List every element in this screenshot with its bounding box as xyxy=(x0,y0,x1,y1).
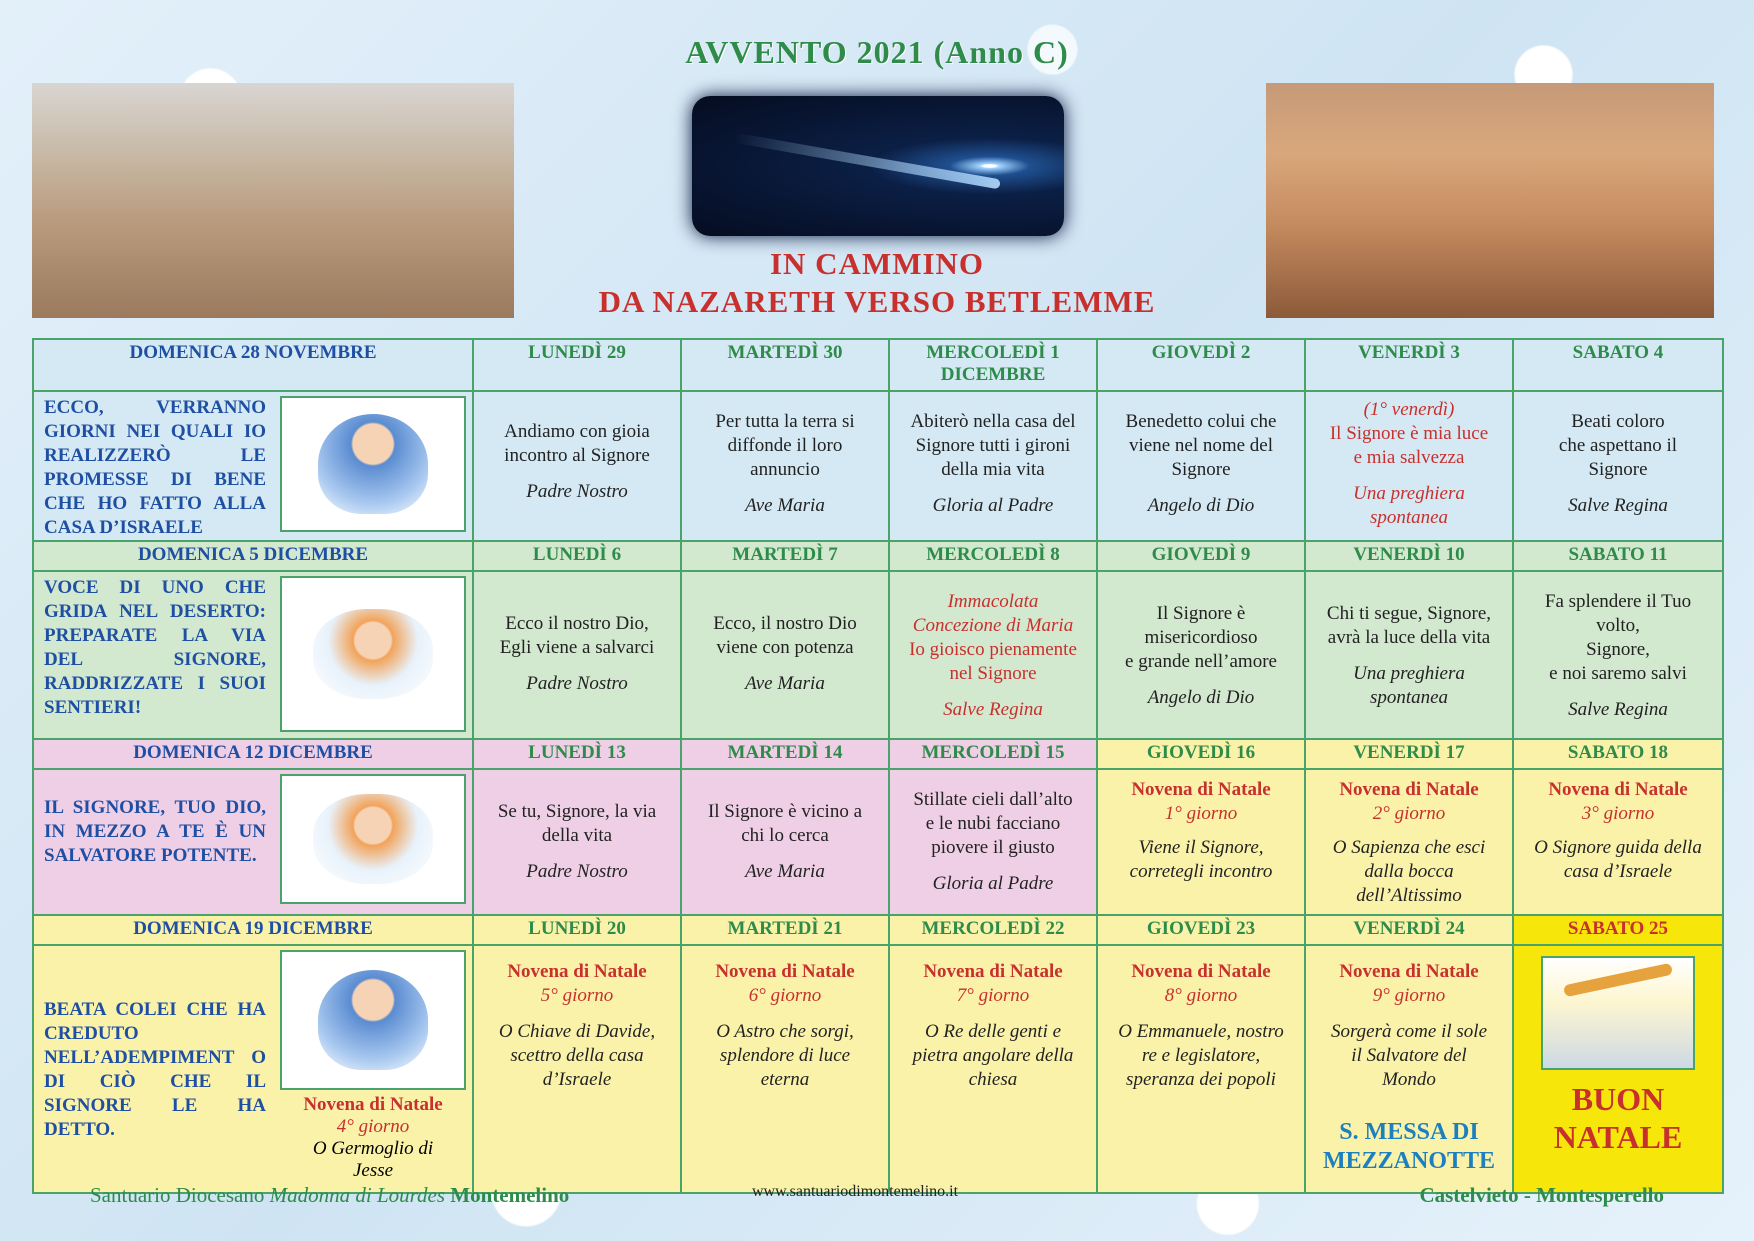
antiphon-line: re e legislatore, xyxy=(1141,1045,1261,1066)
day-cell xyxy=(889,769,1097,915)
day-cell xyxy=(1513,391,1723,541)
novena-day: 1° giorno xyxy=(1164,803,1238,824)
day-header: LUNEDÌ 20 xyxy=(473,915,681,945)
novena-day: 5° giorno xyxy=(540,985,614,1006)
day-cell xyxy=(889,571,1097,739)
day-header: MARTEDÌ 14 xyxy=(681,739,889,769)
day-header: GIOVEDÌ 16 xyxy=(1097,739,1305,769)
verse-line: Andiamo con gioia xyxy=(504,421,650,442)
prayer: Salve Regina xyxy=(943,699,1043,720)
day-header: SABATO 4 xyxy=(1513,339,1723,391)
verse-line: Se tu, Signore, la via xyxy=(497,801,657,822)
verse-line: misericordioso xyxy=(1144,627,1258,648)
verse-line: Il Signore è xyxy=(1156,603,1246,624)
verse-line: piovere il giusto xyxy=(931,837,1055,858)
antiphon-line: O Sapienza che esci xyxy=(1332,837,1486,858)
day-header: LUNEDÌ 29 xyxy=(473,339,681,391)
verse-line: diffonde il loro xyxy=(727,435,843,456)
verse-line: che aspettano il xyxy=(1558,435,1678,456)
sunday-cell xyxy=(33,571,473,739)
verse-line: incontro al Signore xyxy=(504,445,650,466)
prayer: Gloria al Padre xyxy=(932,873,1054,894)
sunday-cell xyxy=(33,769,473,915)
day-cell xyxy=(1513,769,1723,915)
verse-line: volto, xyxy=(1596,615,1640,636)
angels-with-candles-image xyxy=(280,950,466,1090)
sunday-quote: IL SIGNORE, TUO DIO, IN MEZZO A TE È UN SALVATORE POTENTE. xyxy=(44,797,266,866)
antiphon-line: eterna xyxy=(760,1069,810,1090)
verse-line: Stillate cieli dall’alto xyxy=(913,789,1073,810)
angel-illustration xyxy=(318,414,428,514)
day-header: MARTEDÌ 21 xyxy=(681,915,889,945)
angel-writing-image xyxy=(280,774,466,904)
novena-day: 6° giorno xyxy=(748,985,822,1006)
verse-line: Immacolata xyxy=(947,591,1039,612)
verse-line: Concezione di Maria xyxy=(912,615,1074,636)
day-header: MERCOLEDÌ 8 xyxy=(889,541,1097,571)
antiphon-line: dalla bocca xyxy=(1364,861,1454,882)
antiphon-line: splendore di luce xyxy=(719,1045,851,1066)
prayer: Angelo di Dio xyxy=(1147,687,1255,708)
antiphon-line: O Chiave di Davide, xyxy=(498,1021,656,1042)
day-cell xyxy=(1097,571,1305,739)
verse-line: Ecco, il nostro Dio xyxy=(713,613,857,634)
verse-line: della vita xyxy=(541,825,613,846)
day-cell xyxy=(681,571,889,739)
verse-line: Abiterò nella casa del xyxy=(910,411,1076,432)
verse-line: avrà la luce della vita xyxy=(1327,627,1491,648)
midnight-mass-line: S. MESSA DI xyxy=(1339,1119,1479,1145)
antiphon-line: d’Israele xyxy=(542,1069,612,1090)
verse-line: Egli viene a salvarci xyxy=(499,637,655,658)
verse-line: Signore xyxy=(1171,459,1231,480)
footer-website[interactable]: www.santuariodimontemelino.it xyxy=(752,1183,959,1200)
novena-title: Novena di Natale xyxy=(1548,779,1688,800)
day-header: LUNEDÌ 6 xyxy=(473,541,681,571)
sunday-cell xyxy=(33,945,473,1193)
antiphon-line: speranza dei popoli xyxy=(1126,1069,1276,1090)
christmas-header: SABATO 25 xyxy=(1513,915,1723,945)
antiphon-line: casa d’Israele xyxy=(1563,861,1673,882)
antiphon-line: Viene il Signore, xyxy=(1138,837,1264,858)
day-header: MARTEDÌ 30 xyxy=(681,339,889,391)
day-cell xyxy=(473,769,681,915)
day-header: GIOVEDÌ 9 xyxy=(1097,541,1305,571)
prayer: Padre Nostro xyxy=(526,481,628,502)
verse-line: della mia vita xyxy=(941,459,1045,480)
footer-italic: Madonna di Lourdes xyxy=(269,1183,446,1207)
antiphon-line: corretegli incontro xyxy=(1129,861,1273,882)
day-cell xyxy=(1097,769,1305,915)
antiphon-line: Mondo xyxy=(1382,1069,1436,1090)
angel-illustration xyxy=(313,609,433,699)
midnight-mass-line: MEZZANOTTE xyxy=(1322,1148,1496,1174)
sunday-quote: VOCE DI UNO CHE GRIDA NEL DESERTO: PREPARATE LA VIA DEL SIGNORE, RADDRIZZATE I SUOI SENTIERI! xyxy=(44,577,266,718)
sunday-cell xyxy=(33,391,473,541)
verse-line: viene con potenza xyxy=(716,637,854,658)
subtitle-line-1: IN CAMMINO xyxy=(769,246,985,281)
antiphon-line: O Emmanuele, nostro xyxy=(1118,1021,1284,1042)
prayer: spontanea xyxy=(1369,687,1449,708)
antiphon-line: O Signore guida della xyxy=(1534,837,1702,858)
sunday-header: DOMENICA 19 DICEMBRE xyxy=(33,915,473,945)
antiphon-line: il Salvatore del xyxy=(1351,1045,1467,1066)
verse-line: Per tutta la terra si xyxy=(715,411,855,432)
day-header: VENERDÌ 24 xyxy=(1305,915,1513,945)
antiphon-line: O Germoglio di xyxy=(312,1138,434,1159)
day-header: GIOVEDÌ 23 xyxy=(1097,915,1305,945)
antiphon-line: O Re delle genti e xyxy=(924,1021,1062,1042)
antiphon-line: Sorgerà come il sole xyxy=(1330,1021,1488,1042)
verse-line: Signore, xyxy=(1586,639,1650,660)
day-cell xyxy=(1097,391,1305,541)
novena-day: 2° giorno xyxy=(1372,803,1446,824)
day-header: SABATO 18 xyxy=(1513,739,1723,769)
day-header: VENERDÌ 17 xyxy=(1305,739,1513,769)
sunday-quote: ECCO, VERRANNO GIORNI NEI QUALI IO REALIZZERÒ LE PROMESSE DI BENE CHE HO FATTO ALLA CASA D’ISRAELE xyxy=(44,397,266,538)
novena-title: Novena di Natale xyxy=(1131,779,1271,800)
calendar-title: AVVENTO 2021 (Anno C) xyxy=(685,34,1069,70)
prayer: Padre Nostro xyxy=(526,673,628,694)
christmas-cell xyxy=(1513,945,1723,1193)
prayer: Salve Regina xyxy=(1568,495,1668,516)
verse-line: Benedetto colui che xyxy=(1125,411,1277,432)
antiphon-line: chiesa xyxy=(968,1069,1018,1090)
day-cell xyxy=(1305,945,1513,1193)
antiphon-line: dell’Altissimo xyxy=(1356,885,1462,906)
buon-natale-line: NATALE xyxy=(1553,1119,1683,1155)
antiphon-line: pietra angolare della xyxy=(912,1045,1074,1066)
sunday-quote: BEATA COLEI CHE HA CREDUTO NELL’ADEMPIMENT O DI CIÒ CHE IL SIGNORE LE HA DETTO. xyxy=(44,999,266,1140)
prayer: Angelo di Dio xyxy=(1147,495,1255,516)
novena-title: Novena di Natale xyxy=(715,961,855,982)
verse-line: e mia salvezza xyxy=(1353,447,1465,468)
prayer: Una preghiera xyxy=(1353,663,1465,684)
buon-natale-line: BUON xyxy=(1571,1081,1665,1117)
prayer: Gloria al Padre xyxy=(932,495,1054,516)
day-cell xyxy=(1305,571,1513,739)
antiphon-line: scettro della casa xyxy=(510,1045,644,1066)
verse-line: (1° venerdì) xyxy=(1363,399,1455,420)
day-cell xyxy=(889,391,1097,541)
advent-calendar-grid xyxy=(32,338,1724,1194)
novena-title: Novena di Natale xyxy=(1339,961,1479,982)
sunday-header: DOMENICA 12 DICEMBRE xyxy=(33,739,473,769)
day-cell xyxy=(1305,391,1513,541)
verse-line: Ecco il nostro Dio, xyxy=(505,613,649,634)
day-cell xyxy=(1513,571,1723,739)
verse-line: e noi saremo salvi xyxy=(1549,663,1687,684)
verse-line: viene nel nome del xyxy=(1128,435,1274,456)
angel-illustration xyxy=(313,794,433,884)
day-cell xyxy=(681,391,889,541)
verse-line: Il Signore è vicino a xyxy=(707,801,863,822)
day-cell xyxy=(473,945,681,1193)
day-cell xyxy=(473,391,681,541)
angel-image xyxy=(280,396,466,532)
novena-day: 9° giorno xyxy=(1372,985,1446,1006)
prayer: spontanea xyxy=(1369,507,1449,528)
novena-title: Novena di Natale xyxy=(1131,961,1271,982)
verse-line: Fa splendere il Tuo xyxy=(1544,591,1692,612)
comet-star-image xyxy=(692,96,1064,236)
prayer: Salve Regina xyxy=(1568,699,1668,720)
novena-title: Novena di Natale xyxy=(923,961,1063,982)
comet-star-icon xyxy=(1563,963,1673,998)
day-header: MERCOLEDÌ 15 xyxy=(889,739,1097,769)
verse-line: Signore tutti i gironi xyxy=(915,435,1071,456)
antiphon-line: Jesse xyxy=(352,1160,394,1181)
nativity-image xyxy=(1541,956,1695,1070)
footer-prefix: Santuario Diocesano xyxy=(90,1183,270,1207)
novena-day: 7° giorno xyxy=(956,985,1030,1006)
day-header: MARTEDÌ 7 xyxy=(681,541,889,571)
angel-on-cloud-image xyxy=(280,576,466,732)
day-header: MERCOLEDÌ 1 DICEMBRE xyxy=(889,339,1097,391)
novena-title: Novena di Natale xyxy=(507,961,647,982)
day-cell xyxy=(889,945,1097,1193)
subtitle-line-2: DA NAZARETH VERSO BETLEMME xyxy=(598,284,1156,319)
prayer: Padre Nostro xyxy=(526,861,628,882)
footer-location: Castelvieto - Montesperello xyxy=(1419,1183,1664,1207)
footer-sanctuary xyxy=(90,1183,569,1208)
verse-line: annuncio xyxy=(750,459,820,480)
day-header: VENERDÌ 10 xyxy=(1305,541,1513,571)
day-header: MERCOLEDÌ 22 xyxy=(889,915,1097,945)
novena-title: Novena di Natale xyxy=(303,1094,443,1115)
prayer: Una preghiera xyxy=(1353,483,1465,504)
day-cell xyxy=(473,571,681,739)
day-header: SABATO 11 xyxy=(1513,541,1723,571)
day-header: VENERDÌ 3 xyxy=(1305,339,1513,391)
footer-bold: Montemelino xyxy=(445,1183,570,1207)
comet-tail xyxy=(733,133,1001,190)
novena-title: Novena di Natale xyxy=(1339,779,1479,800)
verse-line: Io gioisco pienamente xyxy=(909,639,1077,660)
day-cell xyxy=(681,769,889,915)
verse-line: e le nubi facciano xyxy=(925,813,1061,834)
verse-line: e grande nell’amore xyxy=(1125,651,1277,672)
verse-line: Signore xyxy=(1588,459,1648,480)
verse-line: Chi ti segue, Signore, xyxy=(1326,603,1492,624)
prayer: Ave Maria xyxy=(745,673,825,694)
novena-day: 8° giorno xyxy=(1164,985,1238,1006)
verse-line: Beati coloro xyxy=(1571,411,1665,432)
verse-line: chi lo cerca xyxy=(741,825,829,846)
day-header: LUNEDÌ 13 xyxy=(473,739,681,769)
antiphon-line: O Astro che sorgi, xyxy=(716,1021,854,1042)
prayer: Ave Maria xyxy=(745,861,825,882)
verse-line: Il Signore è mia luce xyxy=(1329,423,1489,444)
verse-line: nel Signore xyxy=(949,663,1037,684)
day-cell xyxy=(1097,945,1305,1193)
novena-day: 4° giorno xyxy=(336,1116,410,1137)
angel-illustration xyxy=(318,970,428,1070)
sunday-header: DOMENICA 28 NOVEMBRE xyxy=(33,339,473,391)
novena-day: 3° giorno xyxy=(1581,803,1655,824)
prayer: Ave Maria xyxy=(745,495,825,516)
day-cell xyxy=(681,945,889,1193)
sunday-header: DOMENICA 5 DICEMBRE xyxy=(33,541,473,571)
day-header: GIOVEDÌ 2 xyxy=(1097,339,1305,391)
day-cell xyxy=(1305,769,1513,915)
